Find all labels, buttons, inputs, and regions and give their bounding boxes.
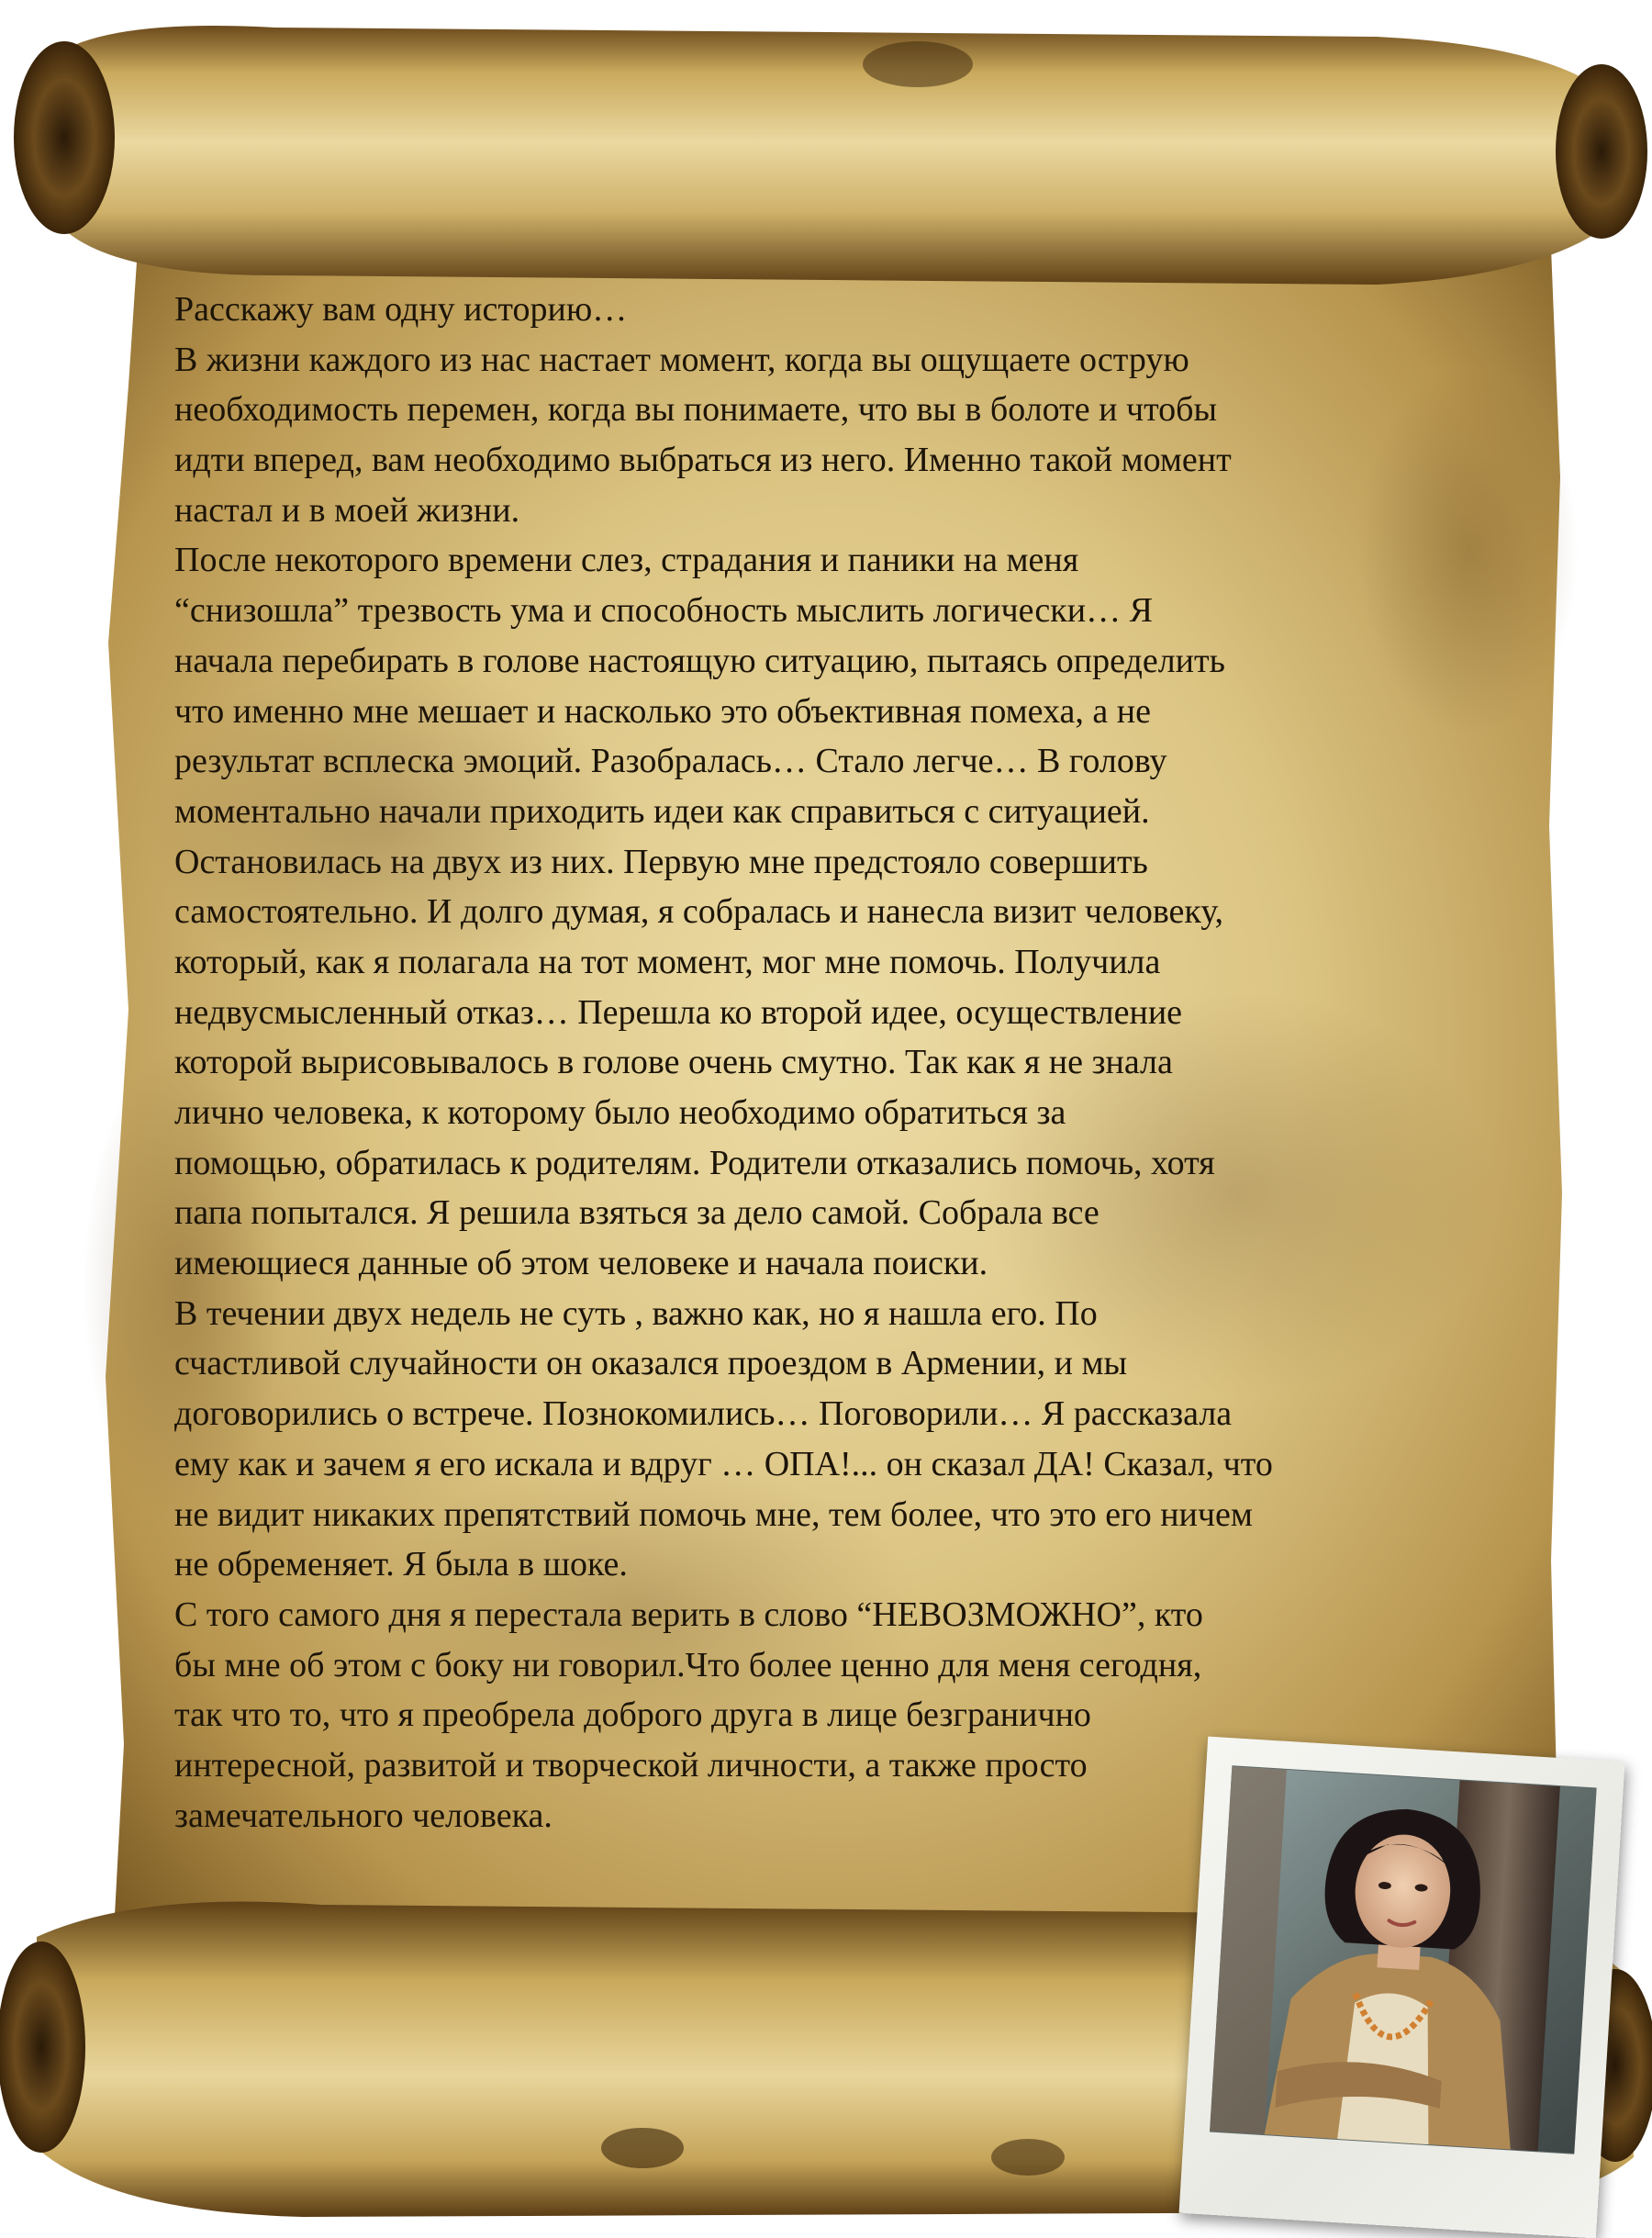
text-line: счастливой случайности он оказался проездом в Армении, и мы — [174, 1344, 1128, 1383]
text-line: настал и в моей жизни. — [174, 490, 520, 530]
stain — [863, 41, 973, 87]
text-line: замечательного человека. — [174, 1796, 553, 1835]
text-line: имеющиеся данные об этом человеке и начала поиски. — [174, 1244, 988, 1283]
text-line: что именно мне мешает и насколько это объективная помеха, а не — [174, 691, 1151, 731]
portrait-illustration — [1210, 1765, 1597, 2154]
stain — [601, 2128, 684, 2168]
text-line: лично человека, к которому было необходимо обратиться за — [174, 1093, 1066, 1132]
text-line: который, как я полагала на тот момент, мог мне помочь. Получила — [174, 942, 1161, 981]
story-text — [174, 285, 1505, 1841]
stain — [991, 2139, 1065, 2176]
text-line: недвусмысленный отказ… Перешла ко второй идее, осуществление — [174, 992, 1183, 1032]
text-line: договорились о встрече. Познокомились… Поговорили… Я рассказала — [174, 1394, 1233, 1434]
text-line: ему как и зачем я его искала и вдруг … ОПА!... он сказал ДА! Сказал, что — [174, 1444, 1273, 1483]
text-line: начала перебирать в голове настоящую ситуацию, пытаясь определить — [174, 641, 1225, 680]
bottom-roll-left-end — [0, 1941, 85, 2153]
text-line: помощью, обратилась к родителям. Родители отказались помочь, хотя — [174, 1143, 1215, 1182]
text-line: В жизни каждого из нас настает момент, когда вы ощущаете острую — [174, 340, 1189, 379]
text-line: “снизошла” трезвость ума и способность мыслить логически… Я — [174, 591, 1153, 631]
text-line: Остановилась на двух из них. Первую мне предстояло совершить — [174, 842, 1148, 881]
text-line: Расскажу вам одну историю… — [174, 290, 628, 329]
top-roll-left-end — [14, 41, 115, 234]
text-line: С того самого дня я перестала верить в слово “НЕВОЗМОЖНО”, кто — [174, 1595, 1203, 1634]
text-line: бы мне об этом с боку ни говорил.Что более ценно для меня сегодня, — [174, 1645, 1202, 1684]
text-line: так что то, что я преобрела доброго друга в лице безгранично — [174, 1695, 1091, 1735]
text-line: самостоятельно. И долго думая, я собралась и нанесла визит человеку, — [174, 892, 1224, 932]
portrait-photo — [1210, 1765, 1597, 2154]
text-line: После некоторого времени слез, страдания и паники на меня — [174, 541, 1079, 580]
text-line: результат всплеска эмоций. Разобралась… Стало легче… В голову — [174, 742, 1167, 781]
text-line: моментально начали приходить идеи как справиться с ситуацией. — [174, 791, 1150, 831]
text-line: интересной, развитой и творческой личности, а также просто — [174, 1745, 1088, 1785]
top-roll-right-end — [1556, 64, 1647, 239]
top-roll — [55, 26, 1624, 285]
text-line: необходимость перемен, когда вы понимаете, что вы в болоте и чтобы — [174, 390, 1218, 430]
text-line: В течении двух недель не суть , важно как, но я нашла его. По — [174, 1293, 1098, 1333]
text-line: которой вырисовывалось в голове очень смутно. Так как я не знала — [174, 1043, 1173, 1082]
text-line: папа попытался. Я решила взяться за дело самой. Собрала все — [174, 1193, 1099, 1233]
text-line: идти вперед, вам необходимо выбраться из него. Именно такой момент — [174, 441, 1232, 480]
polaroid-photo — [1179, 1737, 1625, 2238]
text-line: не обременяет. Я была в шоке. — [174, 1545, 628, 1584]
text-line: не видит никаких препятствий помочь мне, тем более, что это его ничем — [174, 1494, 1253, 1534]
